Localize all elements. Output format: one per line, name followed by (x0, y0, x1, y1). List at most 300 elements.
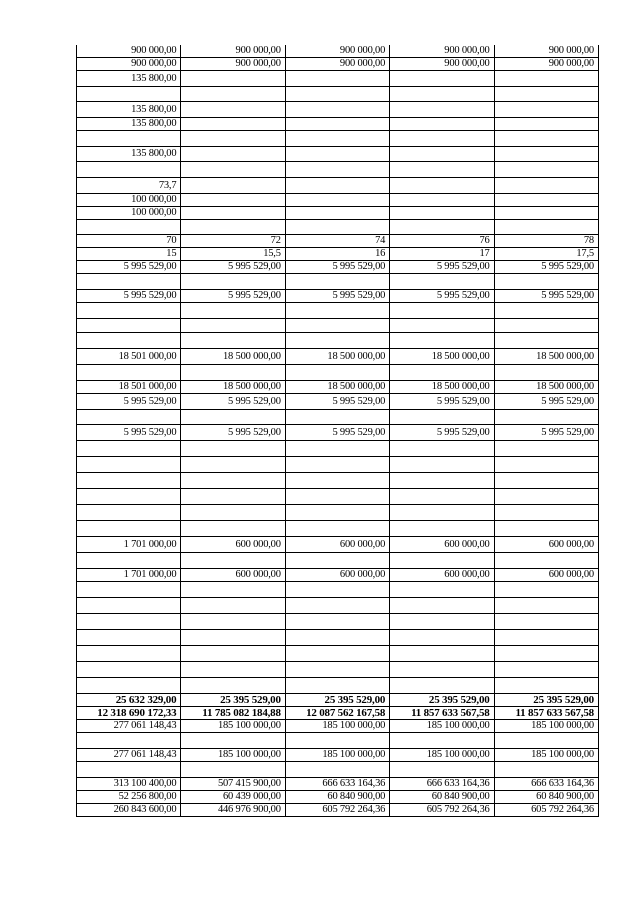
table-cell (181, 614, 285, 630)
table-cell: 5 995 529,00 (77, 290, 181, 303)
table-cell: 185 100 000,00 (285, 749, 389, 762)
table-cell (494, 614, 598, 630)
table-cell (285, 521, 389, 537)
table-cell (181, 630, 285, 646)
table-cell: 15,5 (181, 248, 285, 261)
table-row (77, 662, 599, 678)
table-cell: 446 976 900,00 (181, 804, 285, 817)
table-cell: 18 500 000,00 (390, 349, 494, 365)
table-row (77, 614, 599, 630)
table-cell (181, 274, 285, 290)
table-row (77, 778, 599, 791)
table-cell (494, 333, 598, 349)
table-cell (181, 733, 285, 749)
table-cell: 60 840 900,00 (285, 791, 389, 804)
table-cell (181, 441, 285, 457)
table-cell (181, 303, 285, 319)
table-cell (494, 505, 598, 521)
table-row (77, 290, 599, 303)
table-cell (494, 762, 598, 778)
table-cell (494, 489, 598, 505)
table-cell: 605 792 264,36 (494, 804, 598, 817)
table-cell (181, 410, 285, 425)
table-row (77, 131, 599, 147)
table-cell (390, 319, 494, 333)
table-cell: 60 439 000,00 (181, 791, 285, 804)
table-cell: 5 995 529,00 (390, 261, 494, 274)
table-cell: 135 800,00 (77, 102, 181, 118)
table-cell (285, 630, 389, 646)
table-cell (181, 178, 285, 194)
table-cell (181, 162, 285, 178)
table-cell: 600 000,00 (494, 569, 598, 582)
table-row (77, 261, 599, 274)
table-cell (285, 102, 389, 118)
table-row (77, 441, 599, 457)
table-cell (390, 733, 494, 749)
table-cell: 277 061 148,43 (77, 749, 181, 762)
table-cell (77, 274, 181, 290)
table-cell (181, 662, 285, 678)
table-cell (494, 319, 598, 333)
table-cell (390, 365, 494, 381)
table-cell (390, 441, 494, 457)
table-cell (77, 598, 181, 614)
table-cell: 1 701 000,00 (77, 569, 181, 582)
table-cell (494, 87, 598, 102)
table-cell (285, 319, 389, 333)
table-cell (494, 662, 598, 678)
table-cell: 600 000,00 (285, 537, 389, 553)
table-cell: 600 000,00 (285, 569, 389, 582)
table-cell (390, 131, 494, 147)
table-cell (494, 147, 598, 162)
table-cell: 5 995 529,00 (181, 261, 285, 274)
table-row (77, 749, 599, 762)
table-cell: 12 318 690 172,33 (77, 707, 181, 720)
table-cell (285, 733, 389, 749)
table-cell: 18 500 000,00 (285, 349, 389, 365)
table-cell (494, 582, 598, 598)
table-cell: 900 000,00 (390, 58, 494, 71)
table-cell: 18 501 000,00 (77, 349, 181, 365)
table-cell: 900 000,00 (494, 58, 598, 71)
table-cell: 260 843 600,00 (77, 804, 181, 817)
table-cell (285, 162, 389, 178)
table-cell (390, 207, 494, 220)
table-cell (285, 333, 389, 349)
table-row (77, 425, 599, 441)
table-row (77, 71, 599, 87)
table-row (77, 489, 599, 505)
table-cell (181, 365, 285, 381)
table-row (77, 537, 599, 553)
table-cell (390, 489, 494, 505)
table-cell: 18 500 000,00 (390, 381, 494, 394)
table-cell (77, 662, 181, 678)
table-cell (494, 630, 598, 646)
table-cell (181, 553, 285, 569)
table-cell (285, 410, 389, 425)
table-cell (390, 521, 494, 537)
table-cell (77, 678, 181, 694)
table-cell (390, 194, 494, 207)
table-cell: 5 995 529,00 (77, 394, 181, 410)
table-cell (181, 457, 285, 473)
table-cell (285, 87, 389, 102)
table-cell (494, 118, 598, 131)
table-row (77, 707, 599, 720)
table-cell (181, 207, 285, 220)
table-cell (494, 457, 598, 473)
table-cell (390, 678, 494, 694)
table-cell: 5 995 529,00 (181, 290, 285, 303)
table-row (77, 410, 599, 425)
table-cell: 900 000,00 (77, 45, 181, 58)
table-row (77, 207, 599, 220)
table-cell: 507 415 900,00 (181, 778, 285, 791)
table-cell (181, 102, 285, 118)
table-cell: 5 995 529,00 (390, 394, 494, 410)
table-row (77, 804, 599, 817)
table-cell (390, 473, 494, 489)
table-row (77, 194, 599, 207)
table-cell (494, 521, 598, 537)
table-cell (181, 582, 285, 598)
table-body (77, 45, 599, 817)
table-cell: 666 633 164,36 (390, 778, 494, 791)
table-cell (494, 131, 598, 147)
table-cell: 18 501 000,00 (77, 381, 181, 394)
table-cell (390, 553, 494, 569)
table-row (77, 381, 599, 394)
table-cell (285, 178, 389, 194)
table-cell (285, 582, 389, 598)
table-row (77, 349, 599, 365)
table-row (77, 553, 599, 569)
table-cell (390, 333, 494, 349)
table-cell (285, 489, 389, 505)
table-cell: 11 857 633 567,58 (390, 707, 494, 720)
table-cell (181, 118, 285, 131)
table-cell (285, 614, 389, 630)
table-cell (77, 521, 181, 537)
table-cell: 76 (390, 235, 494, 248)
table-row (77, 791, 599, 804)
table-cell (285, 220, 389, 235)
table-cell (77, 87, 181, 102)
table-cell (77, 646, 181, 662)
table-cell: 70 (77, 235, 181, 248)
table-cell (494, 194, 598, 207)
table-row (77, 319, 599, 333)
table-cell (285, 365, 389, 381)
table-cell (77, 582, 181, 598)
table-cell (77, 473, 181, 489)
table-cell (390, 662, 494, 678)
table-cell: 605 792 264,36 (390, 804, 494, 817)
table-cell: 185 100 000,00 (390, 720, 494, 733)
table-cell (285, 598, 389, 614)
table-cell: 18 500 000,00 (285, 381, 389, 394)
financial-table-container (76, 45, 598, 817)
table-cell (494, 303, 598, 319)
table-cell (390, 220, 494, 235)
table-cell: 17,5 (494, 248, 598, 261)
table-row (77, 87, 599, 102)
table-cell: 5 995 529,00 (494, 425, 598, 441)
table-cell: 52 256 800,00 (77, 791, 181, 804)
table-cell (77, 131, 181, 147)
table-cell (181, 131, 285, 147)
table-cell (390, 598, 494, 614)
table-cell (285, 118, 389, 131)
table-cell: 666 633 164,36 (494, 778, 598, 791)
table-cell (285, 147, 389, 162)
table-cell (390, 630, 494, 646)
table-cell (77, 162, 181, 178)
table-cell (181, 646, 285, 662)
table-cell (181, 319, 285, 333)
table-cell: 185 100 000,00 (181, 749, 285, 762)
table-cell (494, 598, 598, 614)
table-cell: 5 995 529,00 (77, 261, 181, 274)
table-cell (390, 505, 494, 521)
table-row (77, 162, 599, 178)
table-cell: 25 395 529,00 (285, 694, 389, 707)
table-cell: 5 995 529,00 (77, 425, 181, 441)
table-cell (285, 303, 389, 319)
table-row (77, 694, 599, 707)
table-cell (390, 614, 494, 630)
table-cell (77, 441, 181, 457)
table-row (77, 274, 599, 290)
table-cell: 600 000,00 (181, 537, 285, 553)
table-cell: 12 087 562 167,58 (285, 707, 389, 720)
table-cell (181, 194, 285, 207)
table-cell: 5 995 529,00 (494, 290, 598, 303)
table-cell (77, 410, 181, 425)
table-row (77, 118, 599, 131)
table-cell: 74 (285, 235, 389, 248)
table-cell (181, 473, 285, 489)
table-cell: 900 000,00 (494, 45, 598, 58)
table-cell (181, 71, 285, 87)
table-cell (181, 521, 285, 537)
table-cell: 5 995 529,00 (390, 290, 494, 303)
table-cell (494, 441, 598, 457)
table-row (77, 457, 599, 473)
table-cell (494, 733, 598, 749)
table-cell (181, 505, 285, 521)
table-row (77, 598, 599, 614)
table-cell: 78 (494, 235, 598, 248)
table-cell: 18 500 000,00 (181, 381, 285, 394)
table-cell: 17 (390, 248, 494, 261)
table-row (77, 394, 599, 410)
table-row (77, 147, 599, 162)
table-cell (390, 303, 494, 319)
table-cell: 25 632 329,00 (77, 694, 181, 707)
table-cell: 900 000,00 (77, 58, 181, 71)
table-cell (494, 274, 598, 290)
table-cell (390, 102, 494, 118)
table-cell: 60 840 900,00 (390, 791, 494, 804)
table-row (77, 521, 599, 537)
table-cell: 11 785 082 184,88 (181, 707, 285, 720)
table-cell (390, 274, 494, 290)
table-cell (494, 207, 598, 220)
table-cell (390, 147, 494, 162)
table-cell: 60 840 900,00 (494, 791, 598, 804)
table-cell (77, 489, 181, 505)
table-cell (77, 333, 181, 349)
table-cell (285, 662, 389, 678)
table-cell (285, 131, 389, 147)
table-cell: 277 061 148,43 (77, 720, 181, 733)
table-cell (181, 220, 285, 235)
table-cell: 900 000,00 (285, 58, 389, 71)
table-cell: 5 995 529,00 (181, 394, 285, 410)
table-cell: 666 633 164,36 (285, 778, 389, 791)
table-cell (285, 71, 389, 87)
table-cell (285, 473, 389, 489)
table-cell (390, 178, 494, 194)
table-cell (285, 646, 389, 662)
table-cell (181, 762, 285, 778)
table-row (77, 473, 599, 489)
table-cell: 73,7 (77, 178, 181, 194)
table-cell: 5 995 529,00 (494, 394, 598, 410)
table-cell (390, 457, 494, 473)
table-cell (494, 646, 598, 662)
table-cell (77, 505, 181, 521)
table-row (77, 762, 599, 778)
table-cell: 185 100 000,00 (494, 749, 598, 762)
table-cell: 900 000,00 (181, 58, 285, 71)
table-cell: 900 000,00 (285, 45, 389, 58)
table-cell: 18 500 000,00 (181, 349, 285, 365)
table-cell (494, 71, 598, 87)
table-cell: 100 000,00 (77, 194, 181, 207)
table-cell (494, 410, 598, 425)
table-cell: 25 395 529,00 (390, 694, 494, 707)
table-row (77, 365, 599, 381)
table-cell: 900 000,00 (181, 45, 285, 58)
table-cell: 18 500 000,00 (494, 349, 598, 365)
table-cell (494, 178, 598, 194)
table-cell (77, 553, 181, 569)
table-cell: 185 100 000,00 (390, 749, 494, 762)
table-cell (494, 220, 598, 235)
table-cell: 5 995 529,00 (285, 394, 389, 410)
table-cell (181, 147, 285, 162)
table-cell (285, 762, 389, 778)
table-cell (390, 87, 494, 102)
table-cell (77, 365, 181, 381)
table-row (77, 646, 599, 662)
table-row (77, 333, 599, 349)
table-cell (285, 678, 389, 694)
table-cell (285, 457, 389, 473)
table-cell (390, 582, 494, 598)
table-cell: 313 100 400,00 (77, 778, 181, 791)
table-row (77, 178, 599, 194)
table-row (77, 58, 599, 71)
table-cell (494, 365, 598, 381)
table-row (77, 505, 599, 521)
table-cell: 25 395 529,00 (181, 694, 285, 707)
table-cell (77, 457, 181, 473)
table-cell (494, 678, 598, 694)
table-cell (494, 102, 598, 118)
table-cell: 135 800,00 (77, 147, 181, 162)
table-cell: 5 995 529,00 (285, 261, 389, 274)
table-cell: 600 000,00 (181, 569, 285, 582)
table-cell (181, 489, 285, 505)
table-row (77, 630, 599, 646)
table-cell: 25 395 529,00 (494, 694, 598, 707)
table-cell: 605 792 264,36 (285, 804, 389, 817)
table-cell: 16 (285, 248, 389, 261)
table-cell (390, 162, 494, 178)
table-cell: 600 000,00 (390, 569, 494, 582)
table-cell (285, 194, 389, 207)
table-cell (285, 505, 389, 521)
table-cell (77, 220, 181, 235)
table-row (77, 303, 599, 319)
table-cell (77, 630, 181, 646)
table-cell (77, 319, 181, 333)
table-row (77, 582, 599, 598)
table-cell (285, 274, 389, 290)
table-cell: 5 995 529,00 (285, 290, 389, 303)
table-cell (285, 207, 389, 220)
table-row (77, 248, 599, 261)
table-cell (181, 598, 285, 614)
table-cell: 5 995 529,00 (285, 425, 389, 441)
table-cell (77, 762, 181, 778)
table-row (77, 45, 599, 58)
table-cell (494, 162, 598, 178)
table-cell: 5 995 529,00 (181, 425, 285, 441)
table-row (77, 220, 599, 235)
table-cell (181, 678, 285, 694)
table-cell: 600 000,00 (390, 537, 494, 553)
table-cell (285, 441, 389, 457)
table-cell: 15 (77, 248, 181, 261)
table-cell: 185 100 000,00 (181, 720, 285, 733)
table-row (77, 720, 599, 733)
table-row (77, 733, 599, 749)
table-cell: 18 500 000,00 (494, 381, 598, 394)
table-row (77, 678, 599, 694)
table-cell: 5 995 529,00 (494, 261, 598, 274)
table-cell (77, 303, 181, 319)
table-cell (390, 71, 494, 87)
table-cell (181, 87, 285, 102)
table-cell (285, 553, 389, 569)
table-cell: 185 100 000,00 (285, 720, 389, 733)
table-cell: 5 995 529,00 (390, 425, 494, 441)
table-cell (390, 410, 494, 425)
table-cell (390, 646, 494, 662)
table-cell: 135 800,00 (77, 118, 181, 131)
table-row (77, 235, 599, 248)
table-cell: 600 000,00 (494, 537, 598, 553)
table-cell: 72 (181, 235, 285, 248)
table-row (77, 569, 599, 582)
